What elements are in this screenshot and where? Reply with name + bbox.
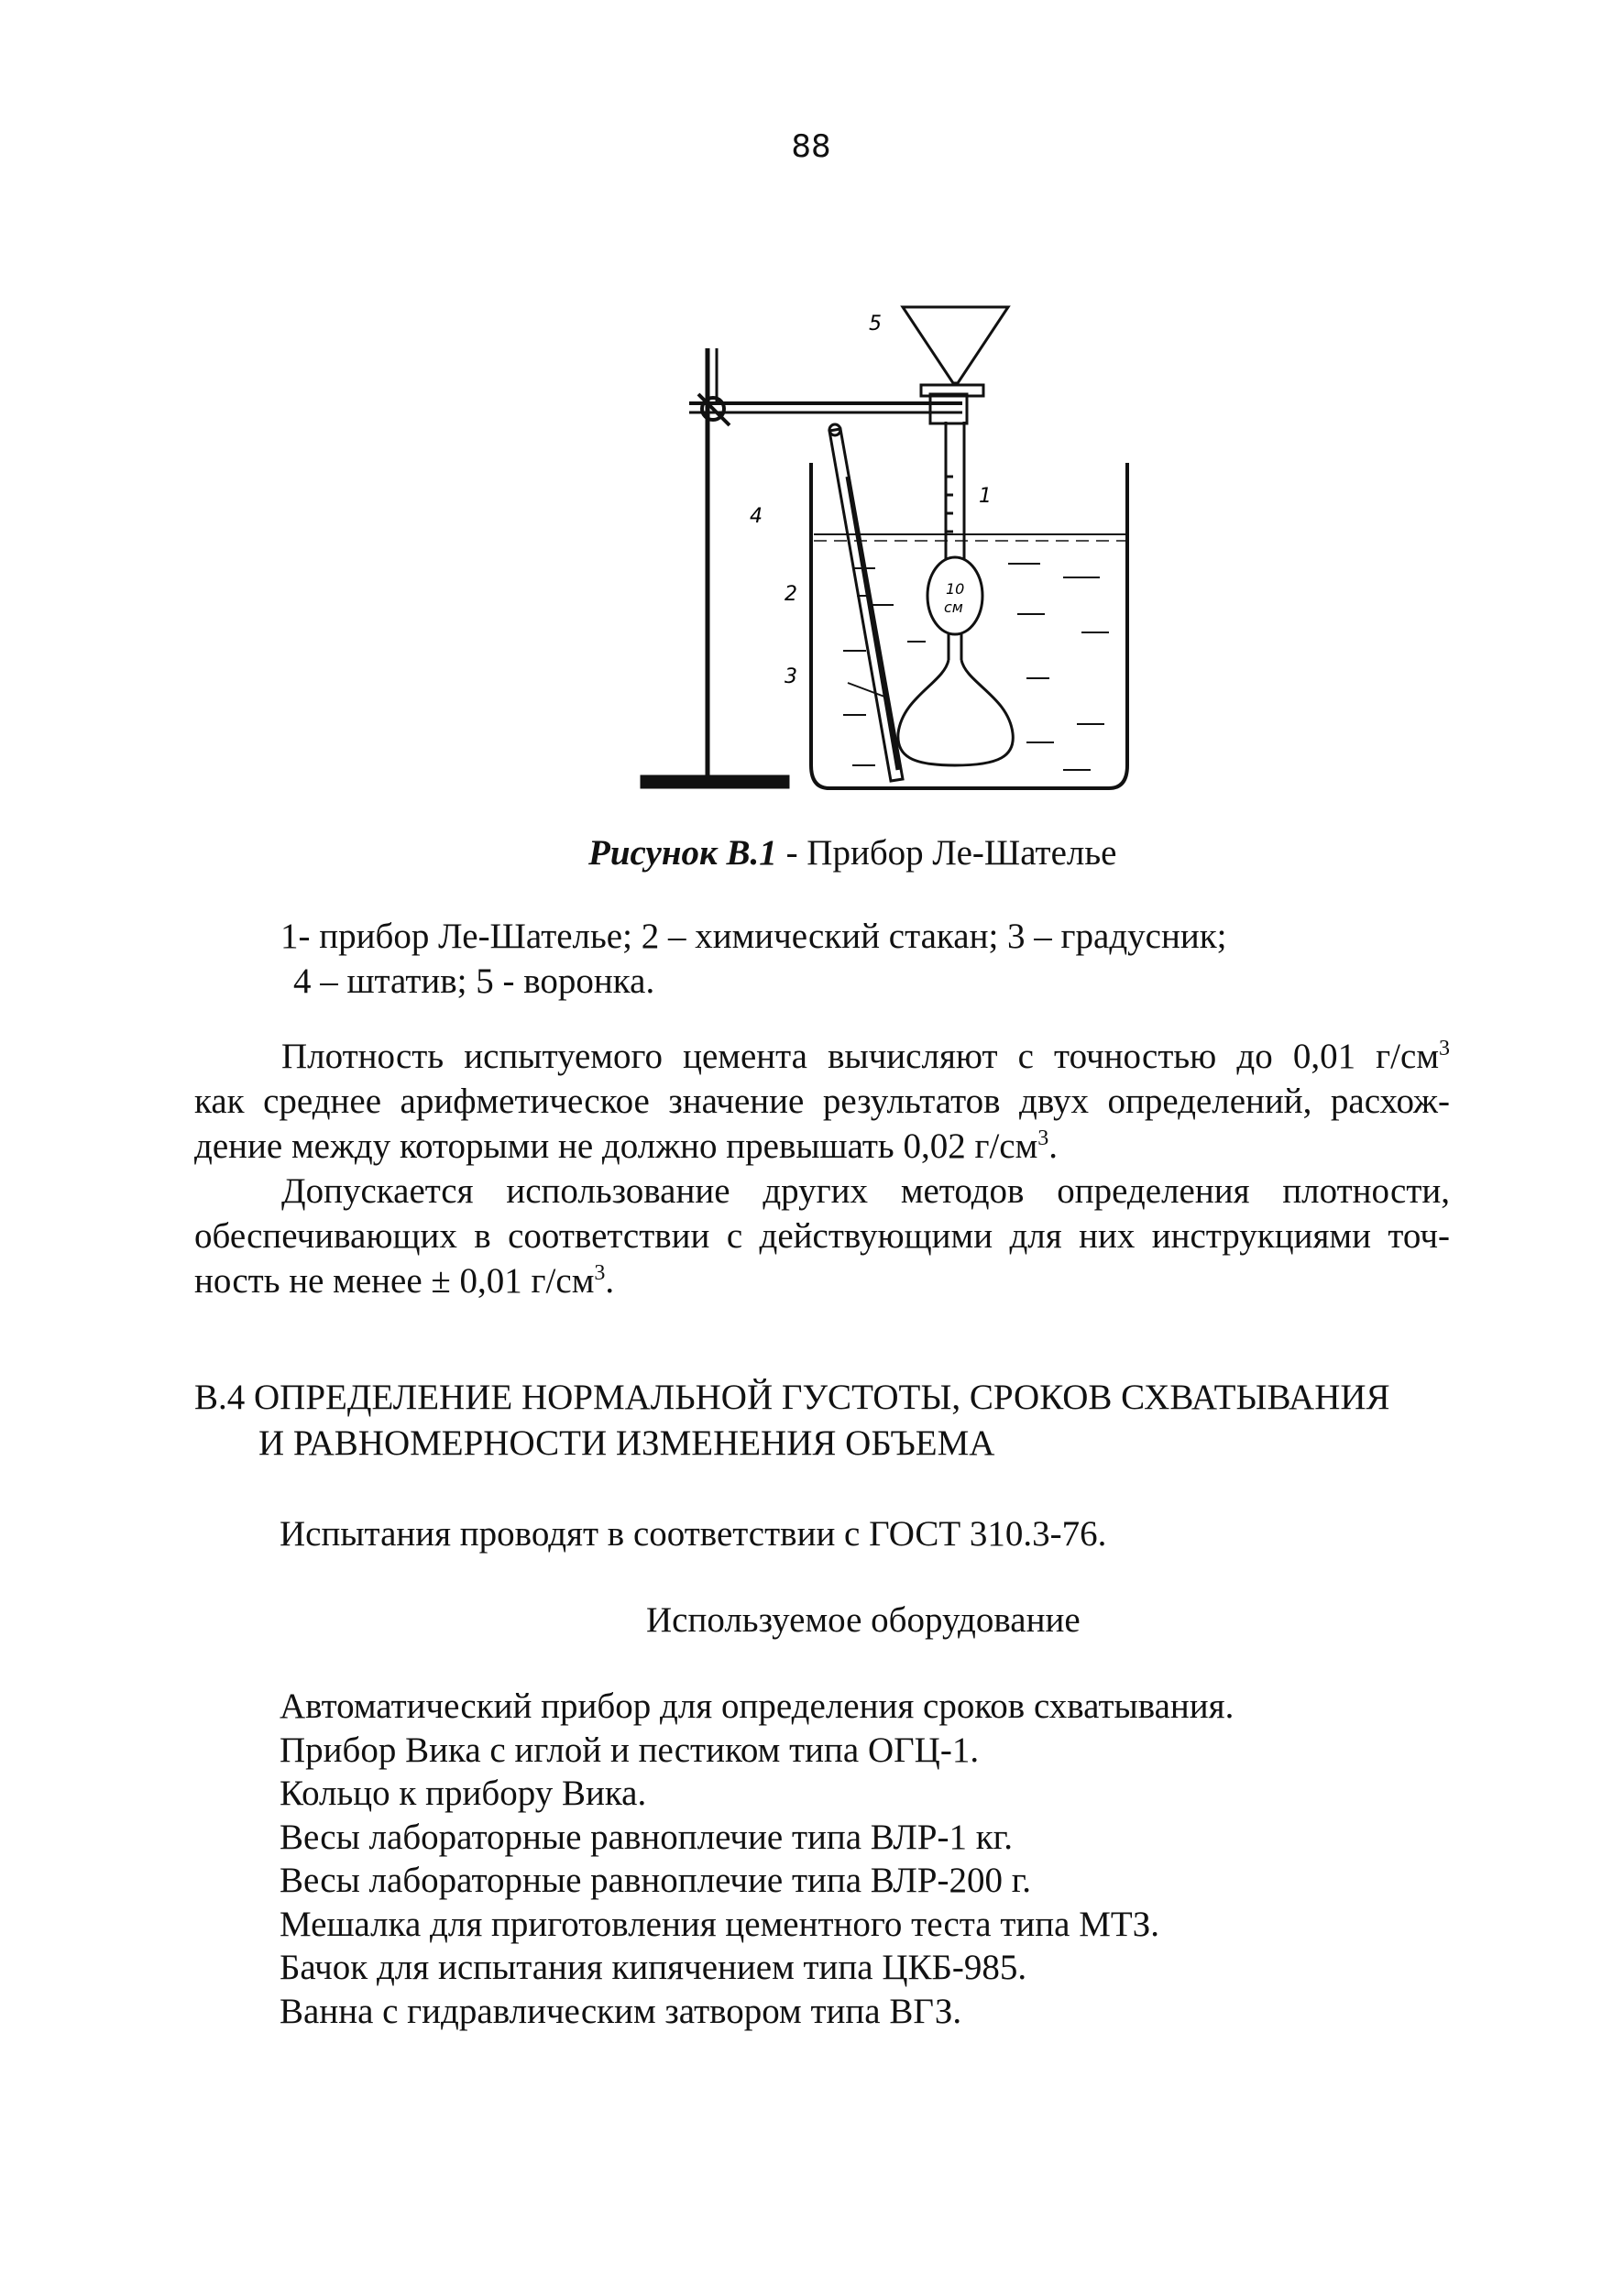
list-item: Автоматический прибор для определения сроков схватывания. <box>280 1686 1234 1726</box>
para2-line-2: обеспечивающих в соответствии с действующими для них инструкциями точ- <box>194 1216 1450 1256</box>
section-heading <box>194 1375 1477 1467</box>
para1-line-3-sup: 3 <box>1037 1126 1049 1150</box>
equipment-heading: Используемое оборудование <box>646 1600 1081 1640</box>
figure-label-3: 3 <box>785 665 797 688</box>
list-item: Весы лабораторные равноплечие типа ВЛР-1 кг. <box>280 1817 1013 1857</box>
list-item: Бачок для испытания кипячением типа ЦКБ-985. <box>280 1948 1027 1987</box>
section-heading-line-2: И РАВНОМЕРНОСТИ ИЗМЕНЕНИЯ ОБЪЕМА <box>258 1423 995 1463</box>
le-chatelier-apparatus-figure <box>632 298 1146 797</box>
equipment-list <box>280 1685 1234 2033</box>
figure-label-4: 4 <box>750 505 763 528</box>
para1-line-1-text: Плотность испытуемого цемента вычисляют с точностью до 0,01 г/см <box>281 1037 1439 1076</box>
para2-line-1: Допускается использование других методов определения плотности, <box>281 1171 1450 1211</box>
para1-line-2: как среднее арифметическое значение результатов двух определений, расхож- <box>194 1082 1450 1121</box>
para1-line-1-sup: 3 <box>1439 1037 1450 1060</box>
para2-line-3 <box>194 1258 1450 1303</box>
para1-line-3-text: дение между которыми не должно превышать 0,02 г/см <box>194 1126 1038 1166</box>
list-item: Весы лабораторные равноплечие типа ВЛР-200 г. <box>280 1861 1032 1900</box>
list-item: Прибор Вика с иглой и пестиком типа ОГЦ-1. <box>280 1730 980 1770</box>
figure-caption-prefix: Рисунок В.1 <box>588 833 777 873</box>
list-item: Кольцо к прибору Вика. <box>280 1774 647 1813</box>
figure-legend-line-2: 4 – штатив; 5 - воронка. <box>293 961 655 1001</box>
figure-caption <box>588 832 1116 873</box>
page-number: 88 <box>791 128 831 165</box>
flask-volume-label: 10 <box>946 580 965 598</box>
tests-statement: Испытания проводят в соответствии с ГОСТ 310.3-76. <box>280 1514 1107 1554</box>
para2-line-3-sup: 3 <box>594 1261 606 1285</box>
para1-line-3-end: . <box>1048 1126 1059 1166</box>
para2-line-3-end: . <box>605 1261 615 1301</box>
figure-label-2: 2 <box>785 583 797 606</box>
section-heading-line-1: В.4 ОПРЕДЕЛЕНИЕ НОРМАЛЬНОЙ ГУСТОТЫ, СРОКОВ СХВАТЫВАНИЯ <box>194 1378 1390 1417</box>
para1-line-3 <box>194 1124 1450 1169</box>
figure-label-1: 1 <box>979 485 992 508</box>
para1-line-1 <box>194 1034 1450 1079</box>
figure-caption-text: - Прибор Ле-Шателье <box>776 833 1117 873</box>
figure-label-5: 5 <box>869 313 882 335</box>
list-item: Ванна с гидравлическим затвором типа ВГЗ. <box>280 1991 962 2031</box>
flask-unit-label: см <box>944 599 963 616</box>
list-item: Мешалка для приготовления цементного теста типа МТЗ. <box>280 1904 1159 1944</box>
figure-legend-line-1: 1- прибор Ле-Шателье; 2 – химический стакан; 3 – градусник; <box>280 917 1227 956</box>
para2-line-3-text: ность не менее ± 0,01 г/см <box>194 1261 595 1301</box>
